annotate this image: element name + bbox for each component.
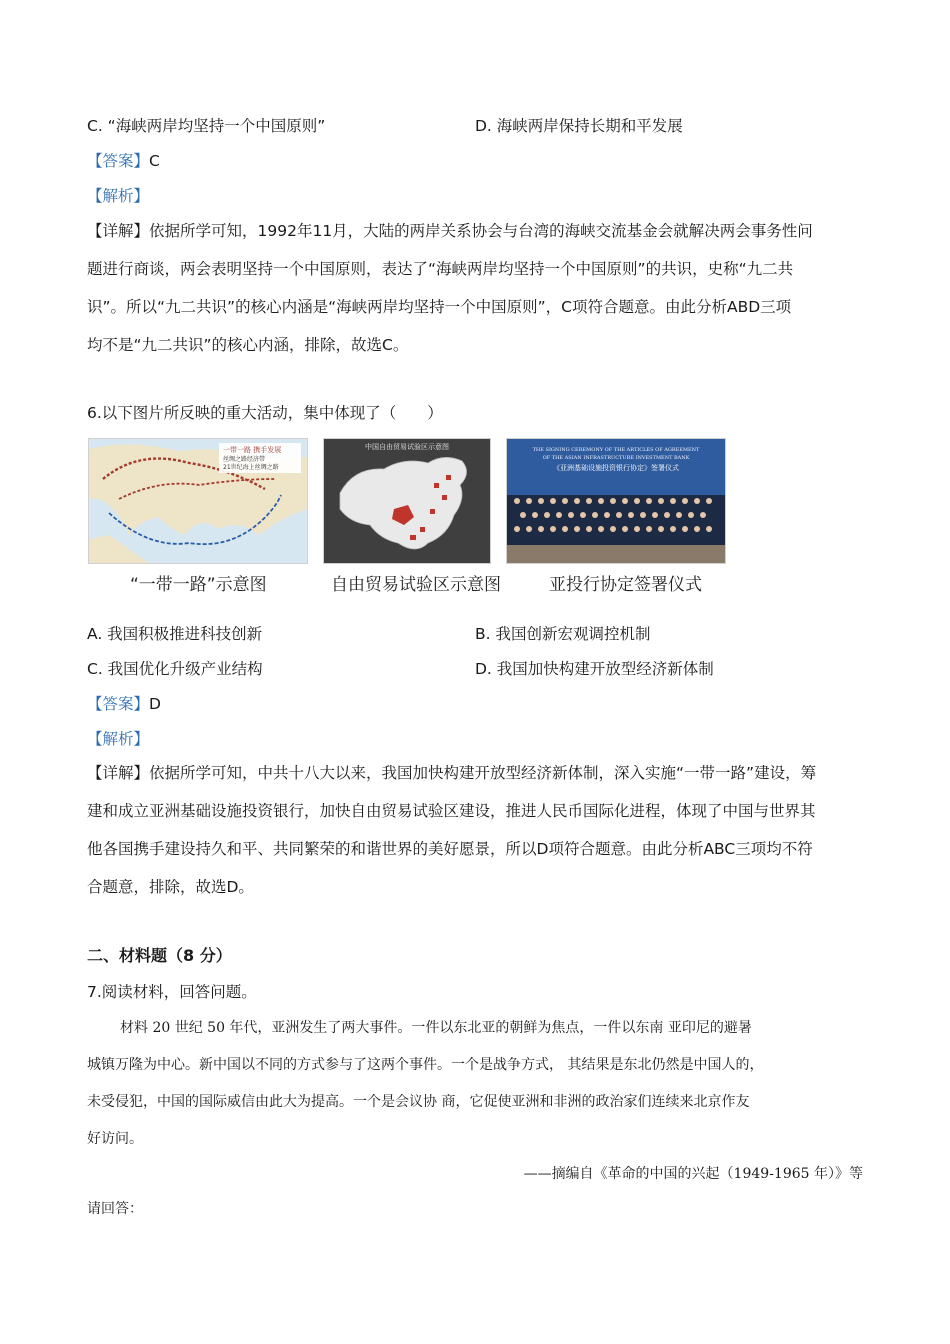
detail-line <box>87 221 813 241</box>
section-heading: 二、材料题（8 分） <box>87 946 232 965</box>
belt-road-map-figure <box>88 438 308 564</box>
banner-text-en: OF THE ASIAN INFRASTRUCTURE INVESTMENT BANK <box>542 455 690 461</box>
option-c: C. 我国优化升级产业结构 <box>87 660 263 678</box>
answer-value: C <box>149 152 160 170</box>
banner-text-cn: 《亚洲基础设施投资银行协定》签署仪式 <box>553 464 679 472</box>
answer-label: 【答案】 <box>87 152 150 170</box>
detail-text: 依据所学可知，1992年11月，大陆的两岸关系协会与台湾的海峡交流基金会就解决两会事务性问 <box>149 222 813 240</box>
option-a: A. 我国积极推进科技创新 <box>87 625 263 643</box>
figure-caption: “一带一路”示意图 <box>130 575 267 595</box>
material-line: 好访问。 <box>87 1131 143 1147</box>
belt-road-map-image <box>88 438 308 564</box>
analysis-label: 【解析】 <box>87 187 150 205</box>
aiib-photo-figure <box>506 438 726 564</box>
answer-value: D <box>149 695 161 713</box>
material-source: ——摘编自《革命的中国的兴起（1949-1965 年）》等 <box>523 1166 863 1182</box>
question-7: 7.阅读材料，回答问题。 <box>87 983 257 1001</box>
answer-row <box>87 151 160 171</box>
option-d: D. 我国加快构建开放型经济新体制 <box>475 660 714 678</box>
detail-line: 题进行商谈，两会表明坚持一个中国原则，表达了“海峡两岸均坚持一个中国原则”的共识，史称“九二共 <box>87 260 794 278</box>
ftz-map-figure <box>323 438 491 564</box>
figure-caption: 亚投行协定签署仪式 <box>549 575 702 595</box>
detail-line <box>87 763 816 783</box>
option-c: C. “海峡两岸均坚持一个中国原则” <box>87 117 326 135</box>
map-legend-title: 一带一路 携手发展 <box>223 446 282 454</box>
option-d: D. 海峡两岸保持长期和平发展 <box>475 117 683 135</box>
detail-line: 他各国携手建设持久和平、共同繁荣的和谐世界的美好愿景，所以D项符合题意。由此分析ABC三项均不符 <box>87 840 813 858</box>
analysis-label: 【解析】 <box>87 730 150 748</box>
material-line: 城镇万隆为中心。新中国以不同的方式参与了这两个事件。一个是战争方式， 其结果是东北仍然是中国人的， <box>87 1057 764 1073</box>
detail-line: 建和成立亚洲基础设施投资银行，加快自由贸易试验区建设，推进人民币国际化进程，体现了中国与世界其 <box>87 802 816 820</box>
detail-line: 识”。所以“九二共识”的核心内涵是“海峡两岸均坚持一个中国原则”，C项符合题意。由此分析ABD三项 <box>87 298 792 316</box>
china-map-icon <box>324 439 490 563</box>
map-legend-item: 丝绸之路经济带 <box>223 456 266 463</box>
detail-line: 均不是“九二共识”的核心内涵，排除，故选C。 <box>87 336 409 354</box>
answer-label: 【答案】 <box>87 695 150 713</box>
prompt-text: 请回答： <box>87 1201 143 1217</box>
question-6: 6.以下图片所反映的重大活动，集中体现了（ ） <box>87 404 443 422</box>
option-b: B. 我国创新宏观调控机制 <box>475 625 651 643</box>
aiib-photo-image <box>506 438 726 564</box>
map-legend-item: 21世纪海上丝绸之路 <box>223 464 279 471</box>
map-title: 中国自由贸易试验区示意图 <box>365 443 449 451</box>
detail-label: 【详解】 <box>87 222 150 240</box>
detail-line: 合题意，排除，故选D。 <box>87 878 254 896</box>
material-line: 未受侵犯，中国的国际威信由此大为提高。一个是会议协 商，它促使亚洲和非洲的政治家们连续来北京作友 <box>87 1094 750 1110</box>
answer-row <box>87 694 161 714</box>
detail-label: 【详解】 <box>87 764 150 782</box>
belt-road-map-icon <box>89 439 307 563</box>
ftz-map-image <box>323 438 491 564</box>
material-line: 材料 20 世纪 50 年代，亚洲发生了两大事件。一件以东北亚的朝鲜为焦点，一件以东南 亚印尼的避暑 <box>120 1020 752 1036</box>
group-photo-icon <box>507 439 725 563</box>
detail-text: 依据所学可知，中共十八大以来，我国加快构建开放型经济新体制，深入实施“一带一路”建设，筹 <box>149 764 817 782</box>
banner-text-en: THE SIGNING CEREMONY OF THE ARTICLES OF AGREEMENT <box>532 447 700 453</box>
figure-caption: 自由贸易试验区示意图 <box>331 575 501 595</box>
